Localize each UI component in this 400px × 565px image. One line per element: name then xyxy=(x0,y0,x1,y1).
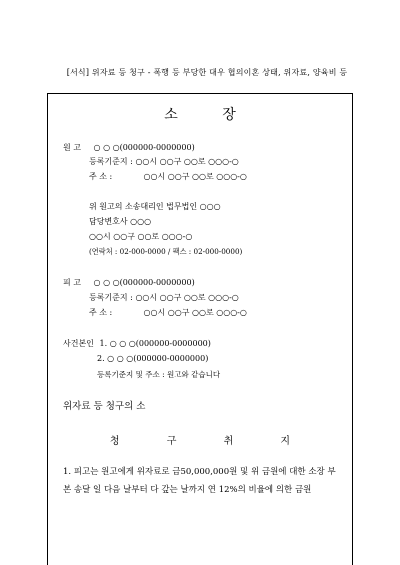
defendant-address: ○○시 ○○구 ○○로 ○○○-○ xyxy=(143,308,247,317)
plaintiff-role: 원 고 xyxy=(63,143,81,152)
counsel-line-3: ○○시 ○○구 ○○로 ○○○-○ xyxy=(89,232,193,241)
principal-2: 2. ○ ○ ○(000000-0000000) xyxy=(97,354,209,363)
defendant-registry: ○○시 ○○구 ○○로 ○○○-○ xyxy=(135,293,239,302)
plaintiff-address: ○○시 ○○구 ○○로 ○○○-○ xyxy=(143,172,247,181)
counsel-contact: (연락처 : 02-000-0000 / 팩스 : 02-000-0000) xyxy=(89,247,243,256)
principals-note: 등록기준지 및 주소 : 원고와 같습니다 xyxy=(97,370,221,379)
claim-title: 청 구 취 지 xyxy=(109,436,313,447)
counsel-line-1: 위 원고의 소송대리인 법무법인 ○○○ xyxy=(89,202,221,211)
principals-row-1 xyxy=(63,339,211,349)
plaintiff-name: ○ ○ ○(000000-0000000) xyxy=(93,143,195,152)
principal-1: 1. ○ ○ ○(000000-0000000) xyxy=(99,339,211,348)
defendant-registry-label: 등록기준지 : xyxy=(89,293,133,302)
plaintiff-row xyxy=(63,143,195,153)
plaintiff-registry: ○○시 ○○구 ○○로 ○○○-○ xyxy=(135,157,239,166)
defendant-role: 피 고 xyxy=(63,278,81,287)
principals-label: 사건본인 xyxy=(63,339,94,348)
form-header: [서식] 위자료 등 청구 - 폭행 등 부당한 대우 협의이혼 상태, 위자료, 양육비 등 xyxy=(66,68,348,77)
plaintiff-address-row xyxy=(89,172,247,182)
defendant-address-row xyxy=(89,308,247,318)
defendant-row xyxy=(63,278,195,288)
case-name: 위자료 등 청구의 소 xyxy=(63,401,146,412)
plaintiff-address-label: 주 소 : xyxy=(89,172,113,181)
plaintiff-registry-row xyxy=(89,157,239,167)
document-title: 소 장 xyxy=(164,107,256,123)
plaintiff-registry-label: 등록기준지 : xyxy=(89,157,133,166)
claim-paragraph: 1. 피고는 원고에게 위자료로 금50,000,000원 및 위 금원에 대한 소장 부본 송달 일 다음 날부터 다 갚는 날까지 연 12%의 비율에 의한 금원 xyxy=(63,467,336,495)
defendant-name: ○ ○ ○(000000-0000000) xyxy=(93,278,195,287)
defendant-address-label: 주 소 : xyxy=(89,308,113,317)
defendant-registry-row xyxy=(89,293,239,303)
counsel-line-2: 담당변호사 ○○○ xyxy=(89,217,152,226)
